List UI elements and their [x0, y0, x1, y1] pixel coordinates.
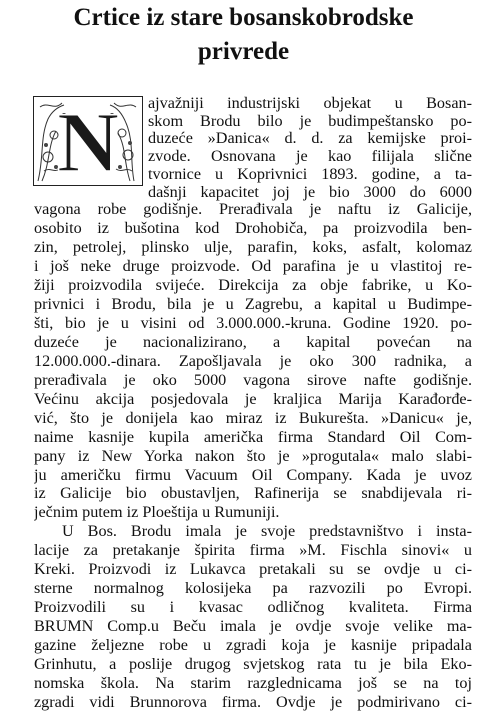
text-line: skom Brodu bilo je budimpeštansko po-	[148, 111, 472, 130]
text-line: iz Galicije bio obustavljen, Rafinerija se snabdijevala ri-	[34, 484, 472, 503]
text-line: Grinhutu, a poslije drugog svjetskog rata tu je bila Eko-	[34, 655, 472, 673]
text-line: duzeće je nacionalizirano, a kapital povećan na	[34, 332, 472, 351]
text-line: vić, što je donijela kao miraz iz Bukurešta. »Danicu« je,	[34, 408, 472, 427]
text-line: duzeće »Danica« d. d. za kemijske proi-	[148, 129, 472, 148]
ornament-letter-icon	[34, 97, 142, 185]
text-line: Kreki. Proizvodi iz Lukavca pretakali su se ovdje u ci-	[34, 560, 472, 579]
text-line: zvode. Osnovana je kao filijala slične	[148, 147, 472, 166]
text-line: tvornice u Koprivnici 1893. godine, a ta-	[148, 164, 472, 183]
text-line: šti, bio je u visini od 3.000.000.-kruna. Godine 1920. po-	[34, 313, 472, 332]
text-line: dašnji kapacitet joj je bio 3000 do 6000	[148, 182, 472, 201]
text-line: Proizvodili su i kvasac odličnog kvaliteta. Firma	[34, 598, 472, 617]
text-line: zin, petrolej, plinsko ulje, parafin, koks, asfalt, kolomaz	[34, 238, 472, 257]
text-line: Većinu akcija posjedovala je kraljica Marija Karađorđe-	[34, 389, 472, 408]
text-line: lacije za pretakanje špirita firma »M. Fischla sinovi« u	[34, 541, 472, 560]
text-line: osobito iz bušotina kod Drohobiča, pa proizvodila ben-	[34, 219, 472, 238]
text-line: U Bos. Brodu imala je svoje predstavništvo i insta-	[62, 522, 472, 541]
text-line: BRUMN Comp.u Beču imala je ovdje svoje velike ma-	[34, 617, 472, 636]
text-line: pany iz New Yorka nakon što je »progutala« malo slabi-	[34, 446, 472, 465]
article-title-line-1: Crtice iz stare bosanskobrodske	[73, 4, 414, 31]
drop-cap-letter: N	[56, 97, 120, 185]
text-line: žiji proizvodila svijeće. Direkcija za obje fabrike, u Ko-	[34, 276, 472, 294]
text-line: ju američku firmu Vacuum Oil Company. Kada je uvoz	[34, 465, 472, 484]
text-line: zgradi vidi Brunnorova firma. Ovdje je podmirivano ci-	[34, 692, 472, 711]
text-line: privnici i Brodu, bila je u Zagrebu, a kapital u Budimpe-	[34, 294, 472, 313]
drop-cap-ornament	[33, 96, 143, 186]
text-line: ajvažniji industrijski objekat u Bosan-	[148, 94, 472, 112]
text-line: naime kasnije kupila američka firma Standard Oil Com-	[34, 427, 472, 446]
text-line: gazine željezne robe u zgradi koja je kasnije pripadala	[34, 636, 472, 655]
text-line: prerađivala je oko 5000 vagona sirove nafte godišnje.	[34, 370, 472, 389]
text-line: nomska škola. Na starim razglednicama još se na toj	[34, 673, 472, 692]
text-line: 12.000.000.-dinara. Zapošljavala je oko 300 radnika, a	[34, 351, 472, 370]
text-line: i još neke druge proizvode. Od parafina je u vlastitoj re-	[34, 257, 472, 276]
article-title-line-2: privrede	[197, 38, 290, 65]
text-line: ječnim putem iz Ploeštija u Rumuniji.	[34, 503, 280, 522]
text-line: vagona robe godišnje. Prerađivala je naftu iz Galicije,	[34, 200, 472, 219]
text-line: sterne normalnog kolosijeka pa razvozili po Evropi.	[34, 579, 472, 598]
